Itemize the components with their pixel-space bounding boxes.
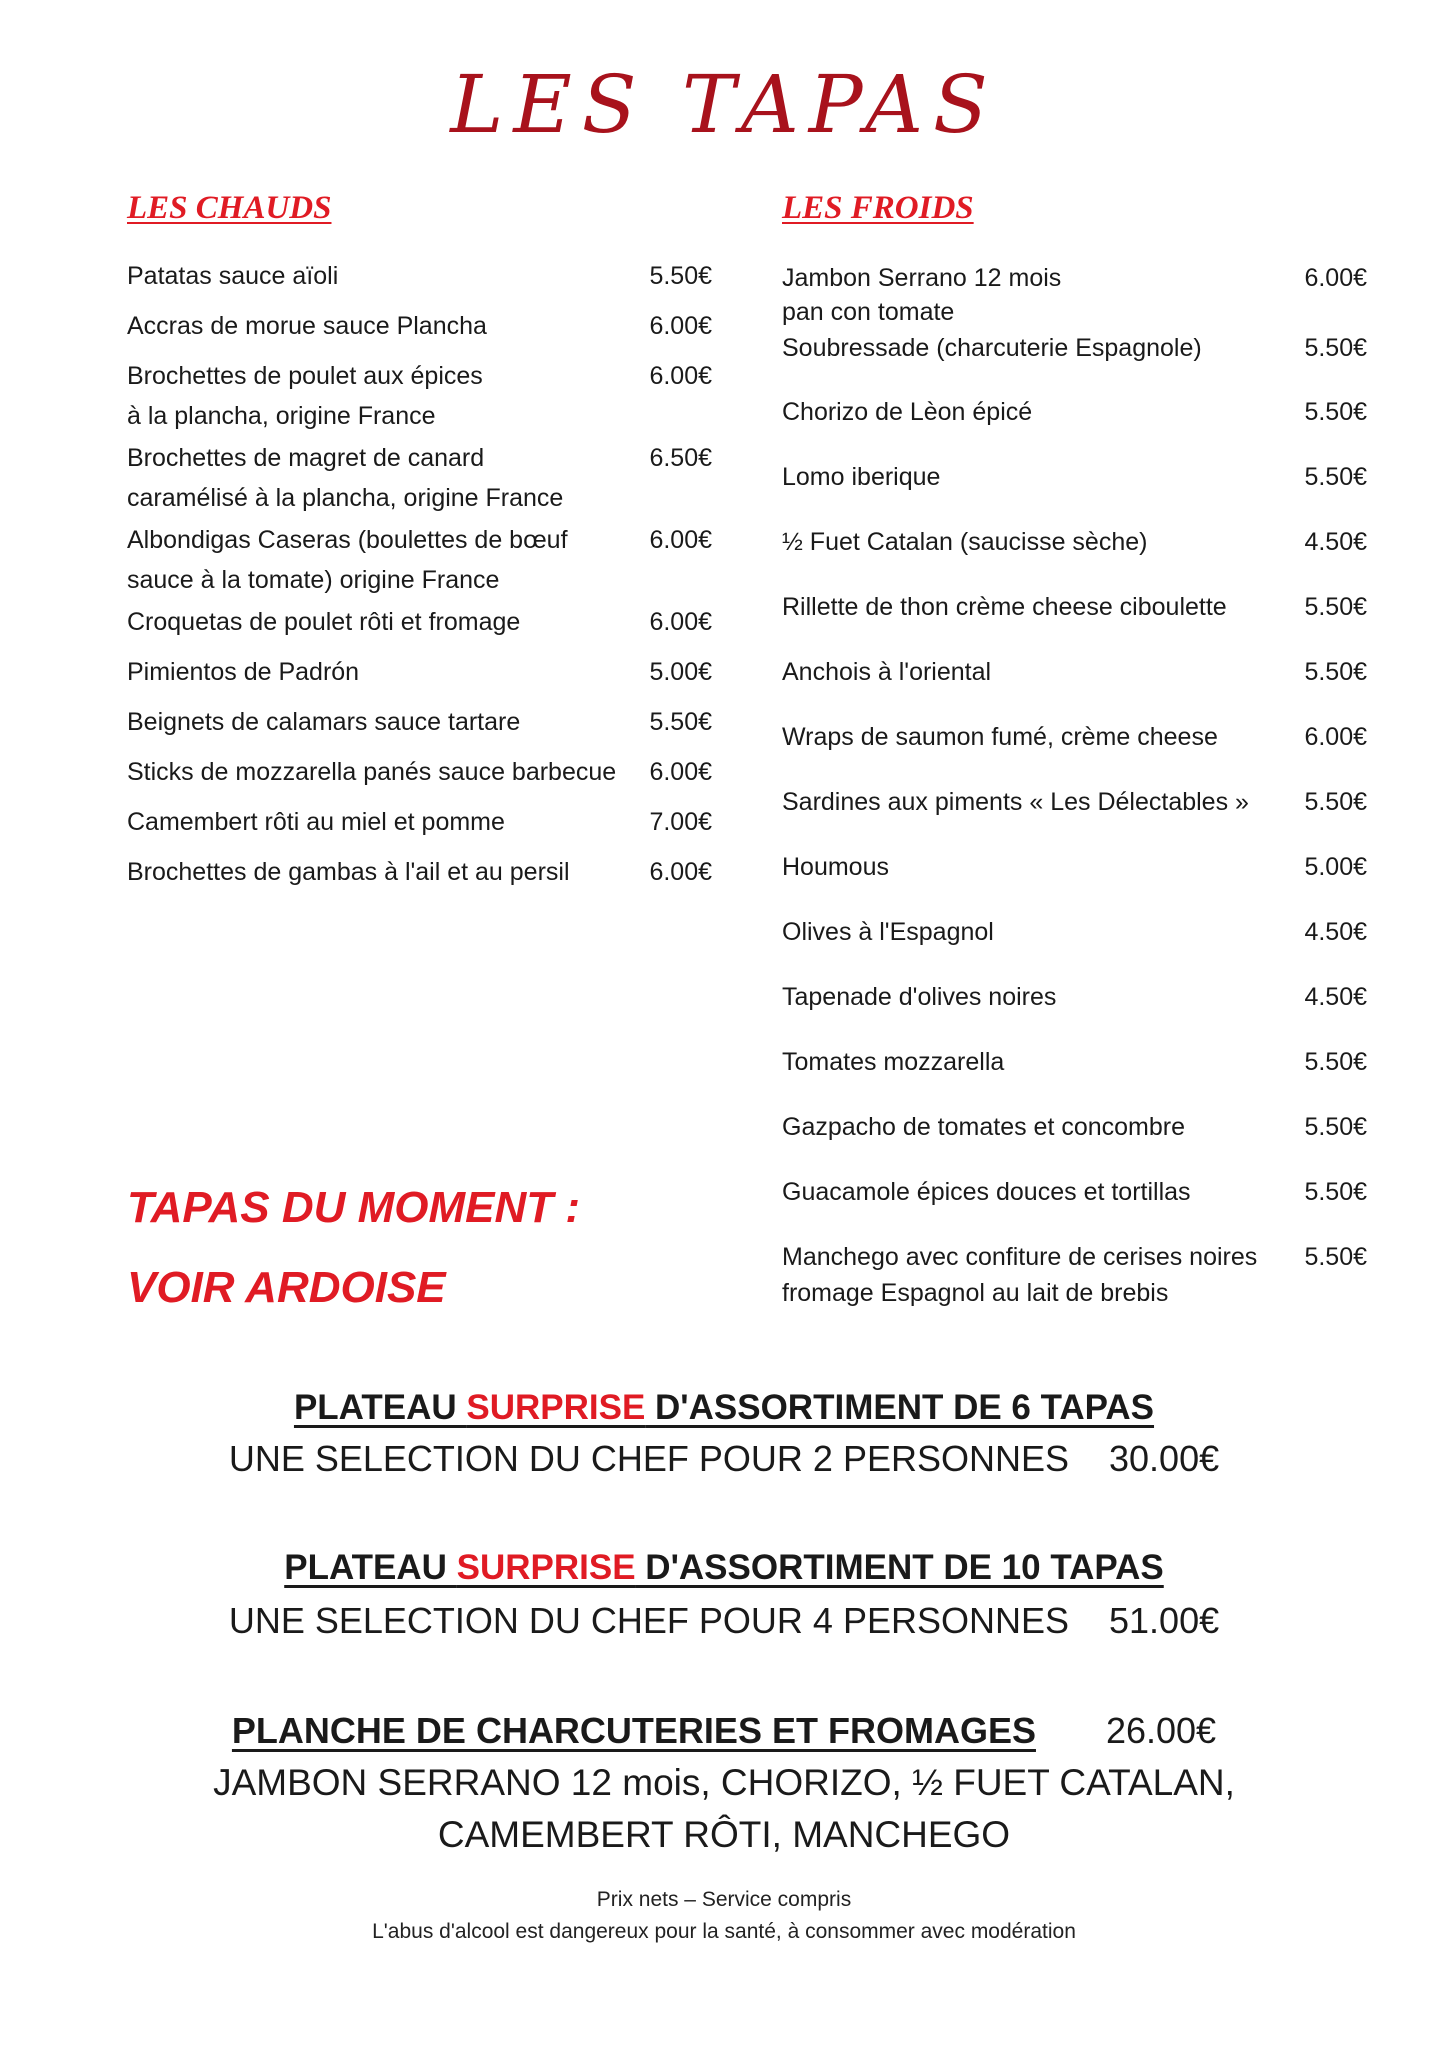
platter-10-price: 51.00€	[1109, 1600, 1220, 1641]
moment-line-2: VOIR ARDOISE	[127, 1263, 446, 1312]
item-name: Olives à l'Espagnol	[782, 918, 994, 946]
item-price: 5.50€	[1304, 1243, 1367, 1271]
hot-tapas-column	[127, 190, 712, 886]
item-name: Beignets de calamars sauce tartare	[127, 708, 521, 736]
item-price: 6.00€	[649, 526, 712, 554]
platter-10-sub: UNE SELECTION DU CHEF POUR 4 PERSONNES	[228, 1600, 1070, 1641]
item-name: Croquetas de poulet rôti et fromage	[127, 608, 521, 636]
item-name: Jambon Serrano 12 mois	[782, 264, 1062, 292]
item-price: 5.50€	[1304, 593, 1367, 621]
platter-10-description	[0, 1600, 1448, 1642]
item-detail: fromage Espagnol au lait de brebis	[782, 1279, 1169, 1307]
item-name: Gazpacho de tomates et concombre	[782, 1113, 1186, 1141]
cold-tapas-column	[782, 190, 1367, 1307]
footer-prices-note: Prix nets – Service compris	[596, 1888, 852, 1911]
item-name: ½ Fuet Catalan (saucisse sèche)	[782, 528, 1148, 556]
item-price: 5.50€	[1304, 463, 1367, 491]
item-price: 5.00€	[649, 658, 712, 686]
item-price: 6.00€	[649, 362, 712, 390]
item-name: Manchego avec confiture de cerises noires	[782, 1243, 1258, 1271]
item-price: 6.00€	[649, 858, 712, 886]
item-detail: pan con tomate	[782, 298, 955, 326]
item-name: Tapenade d'olives noires	[782, 983, 1057, 1011]
item-price: 5.50€	[1304, 1178, 1367, 1206]
planche-contents-line-2: CAMEMBERT RÔTI, MANCHEGO	[437, 1814, 1011, 1855]
item-name: Soubressade (charcuterie Espagnole)	[782, 334, 1202, 362]
hot-section-heading: LES CHAUDS	[127, 190, 332, 226]
item-name: Sardines aux piments « Les Délectables »	[782, 788, 1249, 816]
platter-6-price: 30.00€	[1109, 1438, 1220, 1479]
cold-section-heading: LES FROIDS	[782, 190, 974, 226]
item-price: 6.00€	[649, 758, 712, 786]
item-name: Brochettes de poulet aux épices	[127, 362, 483, 390]
platter-6-surprise: SURPRISE	[466, 1388, 646, 1427]
moment-notice	[127, 1168, 580, 1328]
platter-10-surprise: SURPRISE	[456, 1548, 636, 1587]
item-name: Brochettes de gambas à l'ail et au persil	[127, 858, 570, 886]
item-price: 5.50€	[1304, 788, 1367, 816]
platter-6-description	[0, 1438, 1448, 1480]
item-name: Camembert rôti au miel et pomme	[127, 808, 505, 836]
item-price: 6.00€	[1304, 264, 1367, 292]
page-title: LES TAPAS	[450, 58, 998, 151]
planche-title: PLANCHE DE CHARCUTERIES ET FROMAGES	[231, 1710, 1036, 1751]
item-name: Guacamole épices douces et tortillas	[782, 1178, 1191, 1206]
item-price: 4.50€	[1304, 983, 1367, 1011]
item-price: 5.50€	[649, 262, 712, 290]
item-name: Accras de morue sauce Plancha	[127, 312, 487, 340]
item-price: 5.00€	[1304, 853, 1367, 881]
platter-10-heading-a: PLATEAU	[284, 1548, 457, 1587]
item-name: Wraps de saumon fumé, crème cheese	[782, 723, 1218, 751]
item-price: 5.50€	[1304, 334, 1367, 362]
item-detail: à la plancha, origine France	[127, 402, 436, 430]
item-price: 5.50€	[1304, 398, 1367, 426]
item-price: 5.50€	[1304, 658, 1367, 686]
item-name: Albondigas Caseras (boulettes de bœuf	[127, 526, 568, 554]
item-price: 6.00€	[649, 608, 712, 636]
item-name: Tomates mozzarella	[782, 1048, 1005, 1076]
item-price: 4.50€	[1304, 528, 1367, 556]
item-price: 7.00€	[649, 808, 712, 836]
item-detail: sauce à la tomate) origine France	[127, 566, 500, 594]
platter-10-heading-b: D'ASSORTIMENT DE 10 TAPAS	[635, 1548, 1164, 1587]
planche-contents-line-1: JAMBON SERRANO 12 mois, CHORIZO, ½ FUET CATALAN,	[213, 1762, 1235, 1803]
platter-6-sub: UNE SELECTION DU CHEF POUR 2 PERSONNES	[228, 1438, 1070, 1479]
platter-10-heading	[0, 1548, 1448, 1588]
item-detail: caramélisé à la plancha, origine France	[127, 484, 564, 512]
footer-alcohol-warning: L'abus d'alcool est dangereux pour la santé, à consommer avec modération	[372, 1920, 1076, 1943]
item-name: Sticks de mozzarella panés sauce barbecue	[127, 758, 617, 786]
item-name: Anchois à l'oriental	[782, 658, 992, 686]
item-name: Patatas sauce aïoli	[127, 262, 339, 290]
item-name: Rillette de thon crème cheese ciboulette	[782, 593, 1227, 621]
platter-6-heading-b: D'ASSORTIMENT DE 6 TAPAS	[645, 1388, 1155, 1427]
item-price: 6.00€	[1304, 723, 1367, 751]
item-price: 6.00€	[649, 312, 712, 340]
platter-6-heading	[0, 1388, 1448, 1428]
planche-heading	[0, 1710, 1448, 1752]
item-price: 4.50€	[1304, 918, 1367, 946]
moment-line-1: TAPAS DU MOMENT :	[127, 1183, 580, 1232]
item-name: Brochettes de magret de canard	[127, 444, 485, 472]
item-price: 5.50€	[649, 708, 712, 736]
item-name: Pimientos de Padrón	[127, 658, 360, 686]
planche-price: 26.00€	[1105, 1710, 1217, 1751]
platter-6-heading-a: PLATEAU	[293, 1388, 467, 1427]
item-price: 5.50€	[1304, 1048, 1367, 1076]
item-name: Lomo iberique	[782, 463, 941, 491]
item-price: 5.50€	[1304, 1113, 1367, 1141]
item-price: 6.50€	[649, 444, 712, 472]
item-name: Houmous	[782, 853, 889, 881]
item-name: Chorizo de Lèon épicé	[782, 398, 1033, 426]
